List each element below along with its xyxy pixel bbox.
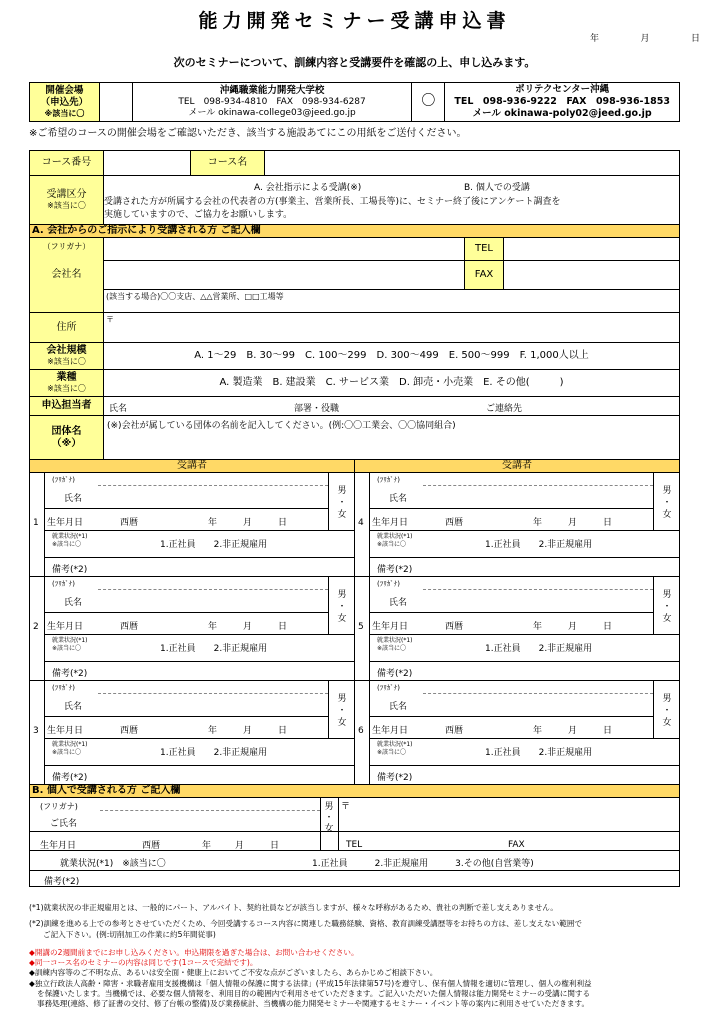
group-label: 団体名 （※） [29, 415, 104, 460]
venue-label: 開催会場 （申込先） ※該当に〇 [30, 83, 100, 122]
trainee-divider [369, 508, 653, 509]
trainee-emp-options[interactable]: 1.正社員 2.非正規雇用 [485, 644, 593, 654]
trainee-divider [328, 577, 329, 634]
b-name-label: ご氏名 [50, 819, 78, 829]
trainee-furigana-label: (ﾌﾘｶﾞﾅ) [52, 684, 75, 692]
trainee-divider [44, 612, 328, 613]
trainee-era: 西暦 [445, 726, 464, 736]
trainee-emp-label: 就業状況(*1) ※該当に〇 [52, 637, 88, 652]
trainee-dob-label: 生年月日 [372, 622, 409, 632]
trainee-divider [44, 661, 355, 662]
trainee-furigana-label: (ﾌﾘｶﾞﾅ) [377, 580, 400, 588]
trainee-month: 月 [243, 622, 253, 632]
tel-input[interactable] [503, 237, 680, 261]
company-label: （フリガナ） 会社名 [29, 237, 104, 313]
trainee-year: 年 [208, 726, 218, 736]
tel-label: TEL [464, 237, 504, 261]
note-2b: ご記入下さい。(例:切削加工の作業に約5年間従事) [43, 929, 216, 939]
b-month: 月 [235, 841, 245, 851]
trainee-number: 5 [358, 622, 364, 632]
trainee-gender[interactable]: 男 ・ 女 [662, 486, 672, 520]
scale-options[interactable]: A. 1～29 B. 30～99 C. 100～299 D. 300～499 E. 500～999 F. 1,000人以上 [103, 342, 680, 370]
trainee-dob-label: 生年月日 [47, 518, 84, 528]
b-divider-1 [30, 831, 680, 832]
venue-right-check[interactable]: 〇 [412, 83, 445, 122]
trainee-divider [369, 681, 370, 785]
trainee-furigana-line[interactable] [423, 589, 653, 590]
page-title: 能力開発セミナー受講申込書 [198, 10, 511, 32]
b-remarks[interactable]: 備考(*2) [44, 877, 80, 887]
contact-dept-label: 部署・役職 [294, 404, 340, 414]
trainee-remarks[interactable]: 備考(*2) [377, 773, 413, 783]
trainee-remarks[interactable]: 備考(*2) [377, 669, 413, 679]
b-era: 西暦 [142, 841, 161, 851]
section-b-box [29, 797, 680, 887]
trainee-furigana-line[interactable] [98, 693, 328, 694]
trainee-year: 年 [208, 518, 218, 528]
contact-label: 申込担当者 [29, 396, 104, 416]
trainee-emp-label: 就業状況(*1) ※該当に〇 [52, 741, 88, 756]
trainee-divider [653, 473, 654, 530]
trainee-divider [44, 765, 355, 766]
note-2a: (*2)訓練を進める上での参考とさせていただくため、今回受講するコース内容に関連した職務経験、資格、教育訓練受講歴等をお持ちの方は、差し支えない範囲で [29, 919, 583, 929]
trainee-divider [369, 473, 370, 577]
trainee-dob-label: 生年月日 [47, 726, 84, 736]
trainee-name-label: 氏名 [389, 598, 408, 608]
trainee-gender[interactable]: 男 ・ 女 [337, 486, 347, 520]
trainee-remarks[interactable]: 備考(*2) [52, 565, 88, 575]
trainee-furigana-line[interactable] [423, 485, 653, 486]
date-row [590, 31, 700, 44]
address-input[interactable]: 〒 [103, 312, 680, 343]
trainee-emp-options[interactable]: 1.正社員 2.非正規雇用 [160, 748, 268, 758]
trainee-furigana-label: (ﾌﾘｶﾞﾅ) [377, 684, 400, 692]
course-name-input[interactable] [264, 150, 680, 176]
trainee-era: 西暦 [120, 518, 139, 528]
trainee-name-label: 氏名 [64, 598, 83, 608]
trainee-month: 月 [243, 726, 253, 736]
trainee-furigana-label: (ﾌﾘｶﾞﾅ) [52, 476, 75, 484]
trainee-block [29, 680, 355, 785]
trainee-divider [44, 557, 355, 558]
venue-note: ※ご希望のコースの開催会場をご確認いただき、該当する施設あてにこの用紙をご送付ください。 [29, 128, 467, 139]
trainee-remarks[interactable]: 備考(*2) [52, 773, 88, 783]
trainee-furigana-line[interactable] [423, 693, 653, 694]
trainee-name-input[interactable] [423, 487, 653, 507]
trainee-block [29, 472, 355, 577]
trainee-day: 日 [603, 518, 613, 528]
trainee-emp-label: 就業状況(*1) ※該当に〇 [377, 637, 413, 652]
contact-name-label: 氏名 [109, 404, 128, 414]
trainee-number: 4 [358, 518, 364, 528]
trainee-emp-options[interactable]: 1.正社員 2.非正規雇用 [485, 540, 593, 550]
scale-label: 会社規模 ※該当に〇 [29, 342, 104, 370]
trainee-divider [369, 612, 653, 613]
venue-left: 沖縄職業能力開発大学校 TEL 098-934-4810 FAX 098-934-6287 メール okinawa-college03@jeed.go.jp [132, 83, 412, 122]
trainee-emp-options[interactable]: 1.正社員 2.非正規雇用 [160, 540, 268, 550]
trainee-divider [44, 681, 45, 785]
trainee-divider [44, 508, 328, 509]
venue-left-check[interactable] [99, 83, 132, 122]
note-4a: ◆独立行政法人高齢・障害・求職者雇用支援機構は「個人情報の保護に関する法律」(平成15年法律第57号)を遵守し、保有個人情報を適切に管理し、個人の権利利益 [29, 978, 592, 988]
trainees-header-left: 受講者 [29, 459, 355, 473]
b-dob-label: 生年月日 [40, 841, 77, 851]
b-year: 年 [202, 841, 212, 851]
trainee-furigana-line[interactable] [98, 589, 328, 590]
trainees-header-right: 受講者 [354, 459, 680, 473]
trainee-month: 月 [243, 518, 253, 528]
contact-row[interactable] [103, 396, 680, 416]
course-type-desc1: 受講された方が所属する会社の代表者の方(事業主、営業所長、工場長等)に、セミナー終了後にアンケート調査を [104, 197, 561, 207]
trainee-divider [328, 681, 329, 738]
b-divider-v2 [338, 798, 339, 850]
date-year-label: 年 [590, 34, 600, 44]
trainee-divider [369, 765, 680, 766]
company-furigana-input[interactable] [103, 237, 465, 261]
b-emp-label: 就業状況(*1) ※該当に〇 [60, 859, 166, 869]
contact-phone-label: ご連絡先 [486, 404, 523, 414]
trainee-name-input[interactable] [423, 695, 653, 715]
course-name-label: コース名 [190, 150, 265, 176]
b-postal[interactable]: 〒 [341, 802, 351, 812]
note-1: (*1)就業状況の非正規雇用とは、一般的にパート、アルバイト、契約社員などが該当しますが、様々な呼称があるため、貴社の判断で差し支えありません。 [29, 903, 558, 912]
trainee-divider [369, 557, 680, 558]
footer-notes [29, 903, 689, 1009]
trainee-block [354, 680, 680, 785]
trainee-day: 日 [278, 518, 288, 528]
industry-label: 業種 ※該当に〇 [29, 369, 104, 397]
trainee-name-label: 氏名 [389, 702, 408, 712]
trainee-block [29, 576, 355, 681]
venue-right: ポリテクセンター沖縄 TEL 098-936-9222 FAX 098-936-1853 メール okinawa-poly02@jeed.go.jp [445, 83, 680, 122]
trainee-gender[interactable]: 男 ・ 女 [337, 694, 347, 728]
trainee-name-label: 氏名 [64, 702, 83, 712]
trainee-month: 月 [568, 518, 578, 528]
note-4c: 事務処理(連絡、修了証書の交付、修了台帳の整備)及び業務統計、当機構の能力開発セミナーや関連するセミナー・イベント等の案内に利用させていただきます。 [37, 999, 590, 1008]
trainee-name-label: 氏名 [64, 494, 83, 504]
section-a-title: A. 会社からのご指示により受講される方 ご記入欄 [29, 224, 680, 238]
address-label: 住所 [29, 312, 104, 343]
note-4b: を保護いたします。当機構では、必要な個人情報を、利用目的の範囲内で利用させていただきます。ご記入いただいた個人情報は能力開発セミナーの受講に関する [37, 988, 591, 998]
trainee-divider [44, 473, 45, 577]
b-furigana-label: (フリガナ) [40, 802, 78, 811]
trainee-year: 年 [533, 622, 543, 632]
trainee-number: 6 [358, 726, 364, 736]
trainee-divider [653, 577, 654, 634]
course-number-input[interactable] [103, 150, 191, 176]
trainee-month: 月 [568, 726, 578, 736]
company-name-input[interactable] [103, 260, 465, 290]
trainee-divider [369, 716, 653, 717]
trainee-emp-label: 就業状況(*1) ※該当に〇 [377, 533, 413, 548]
trainee-divider [44, 577, 45, 681]
industry-options[interactable]: A. 製造業 B. 建設業 C. サービス業 D. 卸売・小売業 E. その他( ) [103, 369, 680, 397]
trainee-divider [369, 661, 680, 662]
option-a[interactable]: A. 会社指示による受講(※) [254, 183, 362, 193]
b-furigana-line[interactable] [100, 810, 320, 811]
trainee-era: 西暦 [445, 622, 464, 632]
b-divider-3 [30, 870, 680, 871]
note-red-1: ◆開講の2週間前までにお申し込みください。申込期限を過ぎた場合は、お問い合わせください。 [29, 947, 359, 957]
trainee-name-label: 氏名 [389, 494, 408, 504]
date-day-label: 日 [690, 34, 700, 44]
course-type-area [103, 175, 680, 225]
trainee-furigana-line[interactable] [98, 485, 328, 486]
venue-table [29, 82, 680, 122]
trainee-emp-options[interactable]: 1.正社員 2.非正規雇用 [485, 748, 593, 758]
b-divider-v1 [320, 798, 321, 850]
trainee-gender[interactable]: 男 ・ 女 [662, 590, 672, 624]
subtitle: 次のセミナーについて、訓練内容と受講要件を確認の上、申し込みます。 [173, 56, 536, 69]
trainee-name-input[interactable] [98, 487, 328, 507]
fax-input[interactable] [503, 260, 680, 290]
fax-label: FAX [464, 260, 504, 290]
trainee-day: 日 [603, 726, 613, 736]
trainee-remarks[interactable]: 備考(*2) [377, 565, 413, 575]
trainee-divider [653, 681, 654, 738]
trainee-emp-label: 就業状況(*1) ※該当に〇 [377, 741, 413, 756]
course-type-desc2: 実施していますので、ご協力をお願いします。 [104, 210, 293, 220]
note-3: ◆訓練内容等のご不明な点、あるいは安全面・健康上においてご不安な点がございましたら、あらかじめご相談下さい。 [29, 968, 438, 978]
group-input[interactable]: (※)会社が属している団体の名前を記入してください。(例:〇〇工業会、〇〇協同組合) [103, 415, 680, 460]
trainee-furigana-label: (ﾌﾘｶﾞﾅ) [52, 580, 75, 588]
trainee-year: 年 [208, 622, 218, 632]
trainee-block [354, 472, 680, 577]
note-red-2: ◆同一コース名のセミナーの内容は同じです(1コースで完結です)。 [29, 958, 258, 967]
b-fax[interactable]: FAX [508, 840, 525, 850]
trainee-gender[interactable]: 男 ・ 女 [662, 694, 672, 728]
trainee-emp-label: 就業状況(*1) ※該当に〇 [52, 533, 88, 548]
b-divider-2 [30, 850, 680, 851]
b-emp-options[interactable]: 1.正社員 2.非正規雇用 3.その他(自営業等) [312, 859, 534, 869]
b-day: 日 [270, 841, 280, 851]
trainee-era: 西暦 [445, 518, 464, 528]
trainee-day: 日 [603, 622, 613, 632]
trainee-number: 2 [33, 622, 39, 632]
trainee-name-input[interactable] [98, 591, 328, 611]
b-gender[interactable]: 男 ・ 女 [324, 802, 334, 834]
trainee-gender[interactable]: 男 ・ 女 [337, 590, 347, 624]
trainee-block [354, 576, 680, 681]
trainee-remarks[interactable]: 備考(*2) [52, 669, 88, 679]
course-number-label: コース番号 [29, 150, 104, 176]
date-month-label: 月 [640, 34, 650, 44]
trainee-furigana-label: (ﾌﾘｶﾞﾅ) [377, 476, 400, 484]
trainee-dob-label: 生年月日 [372, 518, 409, 528]
b-tel[interactable]: TEL [346, 840, 363, 850]
course-type-label: 受講区分 ※該当に〇 [29, 175, 104, 225]
trainee-year: 年 [533, 518, 543, 528]
trainee-number: 1 [33, 518, 39, 528]
option-b[interactable]: B. 個人での受講 [464, 183, 530, 193]
trainee-day: 日 [278, 622, 288, 632]
trainee-year: 年 [533, 726, 543, 736]
section-b-title: B. 個人で受講される方 ご記入欄 [29, 784, 680, 798]
trainee-era: 西暦 [120, 622, 139, 632]
trainee-emp-options[interactable]: 1.正社員 2.非正規雇用 [160, 644, 268, 654]
trainee-era: 西暦 [120, 726, 139, 736]
trainee-name-input[interactable] [423, 591, 653, 611]
trainee-divider [328, 473, 329, 530]
trainee-dob-label: 生年月日 [372, 726, 409, 736]
trainee-divider [369, 577, 370, 681]
company-hint[interactable]: (該当する場合)〇〇支店、△△営業所、□□工場等 [103, 289, 680, 313]
trainee-number: 3 [33, 726, 39, 736]
trainee-day: 日 [278, 726, 288, 736]
trainee-name-input[interactable] [98, 695, 328, 715]
trainee-month: 月 [568, 622, 578, 632]
trainee-divider [44, 716, 328, 717]
trainee-dob-label: 生年月日 [47, 622, 84, 632]
